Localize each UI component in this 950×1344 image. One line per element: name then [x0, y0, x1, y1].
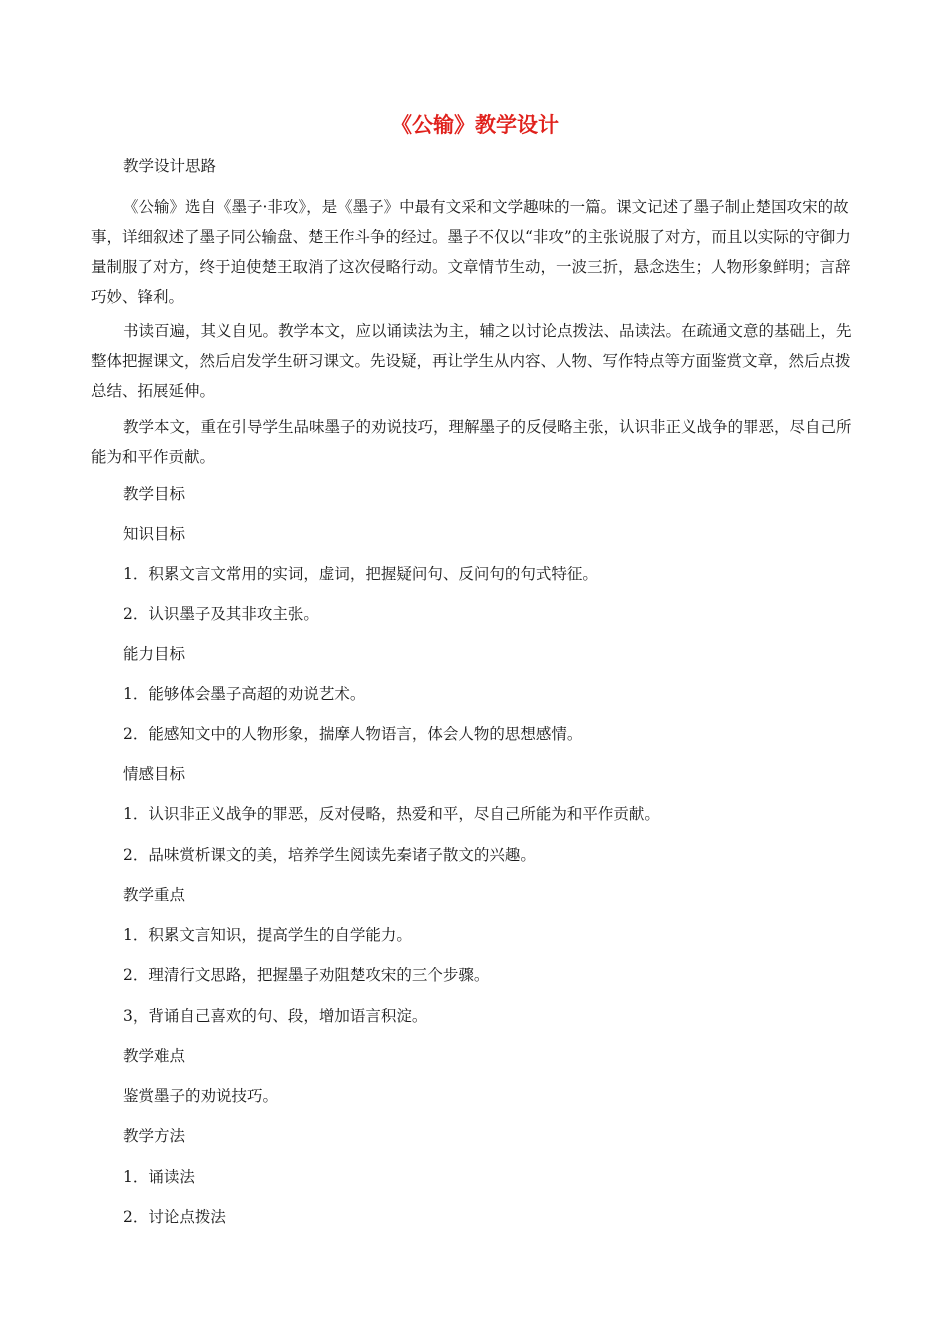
paragraph-intro: 《公输》选自《墨子·非攻》，是《墨子》中最有文采和文学趣味的一篇。课文记述了墨子制止楚国攻宋的故事，详细叙述了墨子同公输盘、楚王作斗争的经过。墨子不仅以“非攻”的主张说服了对方，而且以实际的守御力量制服了对方，终于迫使楚王取消了这次侵略行动。文章情节生动，一波三折，悬念迭生；人物形象鲜明；言辞巧妙、锋利。: [91, 198, 851, 306]
paragraph-method: 书读百遍，其义自见。教学本文，应以诵读法为主，辅之以讨论点拨法、品读法。在疏通文意的基础上，先整体把握课文，然后启发学生研习课文。先设疑，再让学生从内容、人物、写作特点等方面鉴赏文章，然后点拨总结、拓展延伸。: [91, 322, 852, 400]
list-item: 1．积累文言知识，提高学生的自学能力。: [123, 926, 412, 944]
list-item: 1．能够体会墨子高超的劝说艺术。: [123, 685, 366, 703]
list-item: 2．讨论点拨法: [123, 1208, 226, 1226]
list-item: 2．能感知文中的人物形象，揣摩人物语言，体会人物的思想感情。: [123, 725, 583, 743]
document-title: 《公输》教学设计: [391, 112, 559, 137]
section-heading-methods: 教学方法: [123, 1127, 186, 1145]
subheading-knowledge: 知识目标: [123, 525, 186, 543]
subheading-ability: 能力目标: [123, 645, 186, 663]
section-heading-design: 教学设计思路: [123, 157, 217, 175]
subheading-emotion: 情感目标: [123, 765, 186, 783]
list-item: 2．认识墨子及其非攻主张。: [123, 605, 319, 623]
difficulty-text: 鉴赏墨子的劝说技巧。: [123, 1087, 279, 1105]
section-heading-goals: 教学目标: [123, 485, 186, 503]
list-item: 2．品味赏析课文的美，培养学生阅读先秦诸子散文的兴趣。: [123, 846, 536, 864]
list-item: 3，背诵自己喜欢的句、段，增加语言积淀。: [123, 1007, 428, 1025]
section-heading-focus: 教学重点: [123, 886, 186, 904]
list-item: 1．诵读法: [123, 1168, 195, 1186]
list-item: 2．理清行文思路，把握墨子劝阻楚攻宋的三个步骤。: [123, 966, 490, 984]
list-item: 1．认识非正义战争的罪恶，反对侵略，热爱和平，尽自己所能为和平作贡献。: [123, 805, 660, 823]
list-item: 1．积累文言文常用的实词，虚词，把握疑问句、反问句的句式特征。: [123, 565, 598, 583]
paragraph-focus: 教学本文，重在引导学生品味墨子的劝说技巧，理解墨子的反侵略主张，认识非正义战争的罪恶，尽自己所能为和平作贡献。: [91, 418, 852, 466]
section-heading-difficulty: 教学难点: [123, 1047, 186, 1065]
